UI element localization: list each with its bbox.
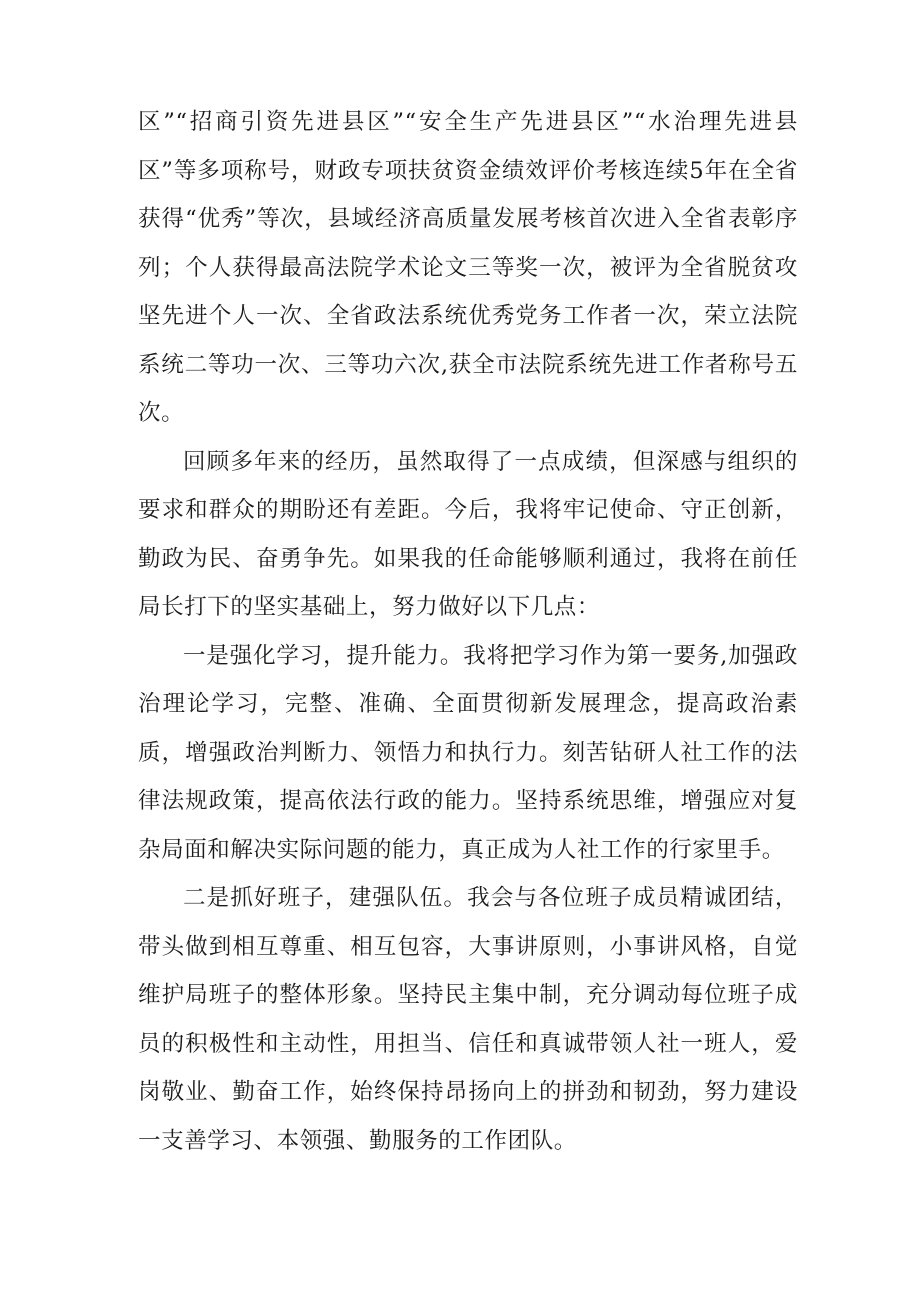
paragraph-point-one: 一是强化学习，提升能力。我将把学习作为第一要务,加强政治理论学习，完整、准确、全面贯彻新发展理念，提高政治素质，增强政治判断力、领悟力和执行力。刻苦钻研人社工作的法律法规政策，提高依法行政的能力。坚持系统思维，增强应对复杂局面和解决实际问题的能力，真正成为人社工作的行家里手。: [138, 642, 798, 863]
document-body: [138, 98, 798, 1165]
paragraph-continuation: 区”“招商引资先进县区”“安全生产先进县区”“水治理先进县区”等多项称号，财政专项扶贫资金绩效评价考核连续5年在全省获得“优秀”等次，县域经济高质量发展考核首次进入全省表彰序列；个人获得最高法院学术论文三等奖一次，被评为全省脱贫攻坚先进个人一次、全省政法系统优秀党务工作者一次，荣立法院系统二等功一次、三等功六次,获全市法院系统先进工作者称号五次。: [138, 109, 798, 426]
paragraph-point-two: 二是抓好班子，建强队伍。我会与各位班子成员精诚团结，带头做到相互尊重、相互包容，大事讲原则，小事讲风格，自觉维护局班子的整体形象。坚持民主集中制，充分调动每位班子成员的积极性和主动性，用担当、信任和真诚带领人社一班人，爱岗敬业、勤奋工作，始终保持昂扬向上的拼劲和韧劲，努力建设一支善学习、本领强、勤服务的工作团队。: [138, 885, 798, 1154]
paragraph-review: 回顾多年来的经历，虽然取得了一点成绩，但深感与组织的要求和群众的期盼还有差距。今后，我将牢记使命、守正创新，勤政为民、奋勇争先。如果我的任命能够顺利通过，我将在前任局长打下的坚实基础上，努力做好以下几点：: [138, 448, 798, 620]
